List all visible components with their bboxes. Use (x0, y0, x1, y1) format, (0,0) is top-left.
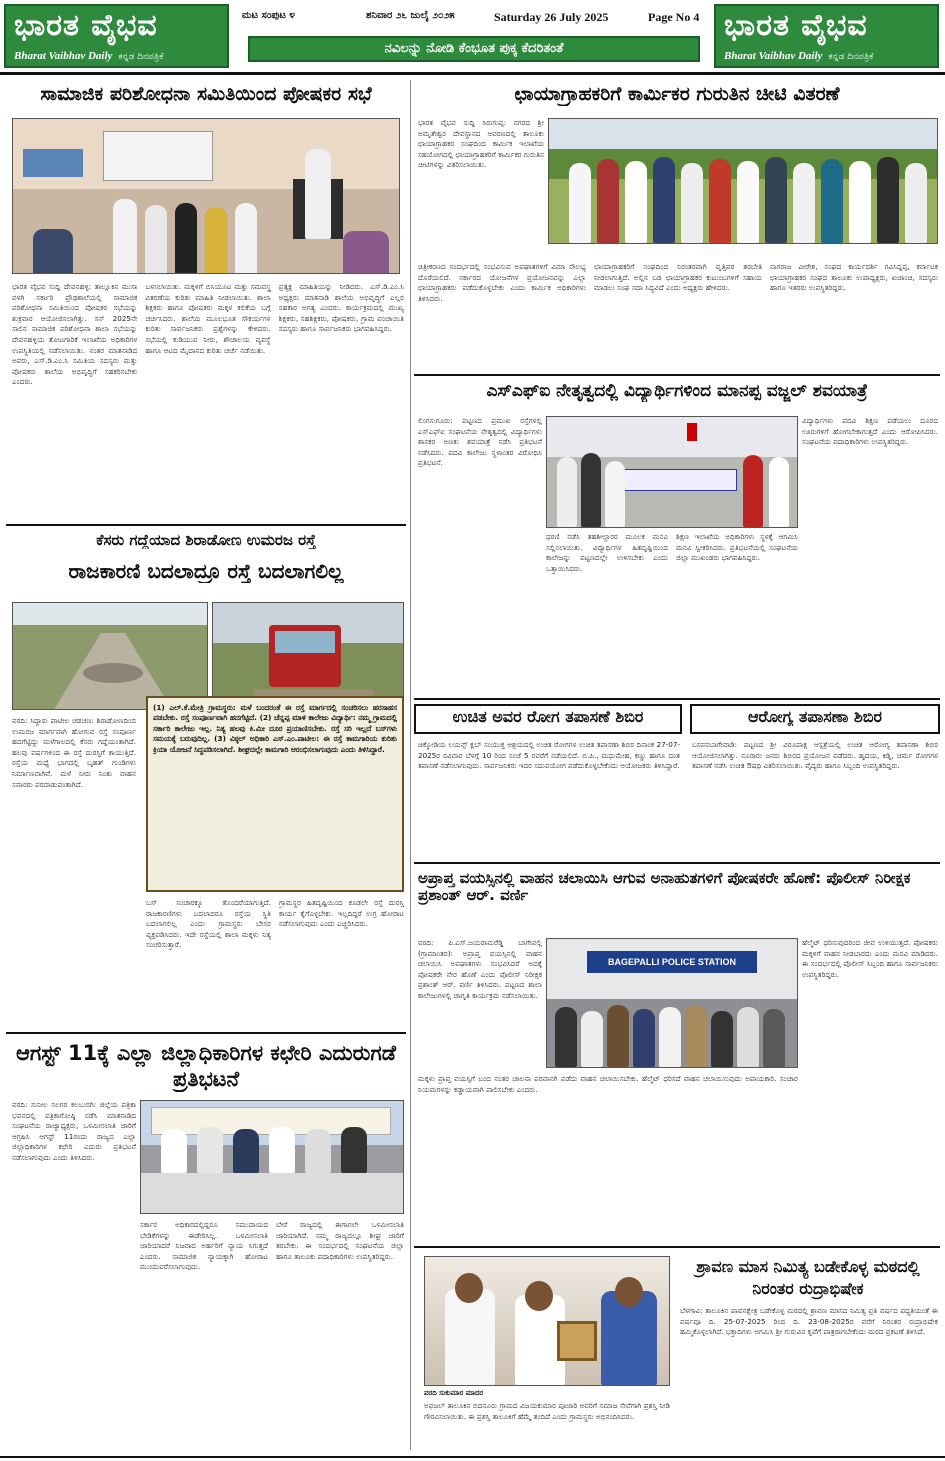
body-column: ಬೆಳಗಾವಿ: ತಾಲೂಕಿನ ಪಾವನಕ್ಷೇತ್ರ ಬಡೇಕೊಳ್ಳ ಮಠದಲ್ಲಿ ಶ್ರಾವಣ ಮಾಸದ ನಿಮಿತ್ಯ ಪ್ರತಿ ವರ್ಷದ ಪದ್ಧತಿಯಂತೆ ಈ ವರ್ಷವೂ ದಿ. 25-07-2025 ರಿಂದ ದಿ. 23-08-2025ರ ವರೆಗೆ ನಿರಂತರ ರುದ್ರಾಭಿಷೇಕ ಹಮ್ಮಿಕೊಳ್ಳಲಾಗಿದೆ. ಭಕ್ತಾದಿಗಳು ಆಗಮಿಸಿ ಶ್ರೀ ಗುರುವಿನ ಕೃಪೆಗೆ ಪಾತ್ರರಾಗಬೇಕೆಂದು ಮಠದ ಪ್ರಕಟಣೆ ತಿಳಿಸಿದೆ. (680, 1306, 938, 1337)
body-column: ಚಿಕ್ಕೋಡಿಯ ಲಯನ್ಸ್ ಕ್ಲಬ್ ಸಂಯುಕ್ತ ಆಶ್ರಯದಲ್ಲಿ ಉಚಿತ ರೋಗಗಳ ಉಚಿತ ತಪಾಸಣಾ ಶಿಬಿರ ದಿನಾಂಕ 27-07-2025ರ ರವಿವಾರ ಬೆಳಗ್ಗೆ 10 ರಿಂದ ಸಂಜೆ 5 ರವರೆಗೆ ನಡೆಯಲಿದೆ. ಬಿ.ಪಿ., ಮಧುಮೇಹ, ಕಣ್ಣು ಹಾಗೂ ದಂತ ತಪಾಸಣೆ ನಡೆಸಲಾಗುವುದು. ಸಾರ್ವಜನಿಕರು ಇದರ ಸದುಪಯೋಗ ಪಡೆದುಕೊಳ್ಳಬೇಕೆಂದು ಆಯೋಜಕರು ತಿಳಿಸಿದ್ದಾರೆ. (418, 740, 680, 771)
bus-photo (212, 602, 404, 710)
issue-number: ಮಟ ಸಂಪುಟ ೪ (242, 10, 296, 21)
date: Saturday 26 July 2025 (494, 10, 609, 24)
footer-rule (0, 1456, 945, 1458)
masthead (0, 0, 945, 72)
protest-photo (546, 416, 798, 528)
article-body-continued (146, 898, 404, 1028)
section-rule (414, 698, 940, 700)
headline: ಛಾಯಾಗ್ರಾಹಕರಿಗೆ ಕಾರ್ಮಿಕರ ಗುರುತಿನ ಚೀಟಿ ವಿತರಣೆ (514, 84, 840, 105)
kannada-date: ಶನಿವಾರ ೨೬ ಜುಲೈ ೨೦೨೫ (366, 10, 455, 21)
meeting-photo (12, 118, 400, 274)
body-column: ಹೆಲ್ಮೆಟ್ ಧರಿಸುವುದರಿಂದ ಜೀವ ಉಳಿಯುತ್ತದೆ. ಪೋಷಕರು ಮಕ್ಕಳಿಗೆ ವಾಹನ ನೀಡಬಾರದು ಎಂದು ಮನವಿ ಮಾಡಿದರು. ಈ ಸಂದರ್ಭದಲ್ಲಿ ಪೊಲೀಸ್ ಸಿಬ್ಬಂದಿ ಹಾಗೂ ಸಾರ್ವಜನಿಕರು ಉಪಸ್ಥಿತರಿದ್ದರು. (802, 938, 938, 979)
article-side (802, 938, 938, 1238)
headline: ಅಪ್ರಾಪ್ತ ವಯಸ್ಸಿನಲ್ಲಿ ವಾಹನ ಚಲಾಯಿಸಿ ಆಗುವ ಅನಾಹುತಗಳಿಗೆ ಪೋಷಕರೇ ಹೊಣೆ: ಪೊಲೀಸ್ ನಿರೀಕ್ಷಕ ಪ್ರಶಾಂತ್ ಆರ್. ವರ್ಣಿ (418, 870, 911, 905)
article-intro (418, 416, 542, 694)
muddy-road-photo (12, 602, 208, 710)
logo-title: ಭಾರತ ವೈಭವ (14, 8, 158, 43)
logo-title: ಭಾರತ ವೈಭವ (724, 8, 868, 43)
body-column: ವರದಿ: ಸಿದ್ದಾರು ಪಾಟೀಲ ಚಡಚಣ: ಶಿರಾಡೋಣದಿಂದ ಉಮರಜ ಮಾರ್ಗವಾಗಿ ಹೋಗುವ ರಸ್ತೆ ಸಂಪೂರ್ಣ ಹದಗೆಟ್ಟಿದ್ದು ಮಳೆಗಾಲದಲ್ಲಿ ಕೆಸರು ಗದ್ದೆಯಂತಾಗಿದೆ. ಹಲವು ವರ್ಷಗಳಿಂದ ಈ ರಸ್ತೆ ದುರಸ್ತಿಗೆ ಕಾಯುತ್ತಿದೆ. ರಸ್ತೆಯ ಮಧ್ಯೆ ಭಾಗದಲ್ಲಿ ಬೃಹತ್ ಗುಂಡಿಗಳು ನಿರ್ಮಾಣವಾಗಿವೆ. ಮಳೆ ನೀರು ನಿಂತು ವಾಹನ ಸವಾರರು ಪರದಾಡುವಂತಾಗಿದೆ. (12, 716, 136, 789)
logo-english: Bharat Vaibhav Daily (14, 50, 113, 62)
body-column: ಲಿಂಗಸುಗೂರು: ಪಟ್ಟಣದ ಪ್ರಮುಖ ರಸ್ತೆಗಳಲ್ಲಿ ಎಸ್‌ಎಫ್‌ಐ ಸಂಘಟನೆಯ ನೇತೃತ್ವದಲ್ಲಿ ವಿದ್ಯಾರ್ಥಿಗಳು ಶಾಸಕರ ಅಣಕು ಶವಯಾತ್ರೆ ನಡೆಸಿ ಪ್ರತಿಭಟನೆ ನಡೆಸಿದರು. ಪದವಿ ಕಾಲೇಜು ಸ್ಥಳಾಂತರ ವಿರೋಧಿಸಿ ಪ್ರತಿಭಟನೆ. (418, 416, 542, 468)
section-rule (6, 524, 406, 526)
section-rule (414, 374, 940, 376)
logo-subtitle: ಕನ್ನಡ ದಿನಪತ್ರಿಕೆ (118, 52, 164, 62)
body-column: ಅಫಜಲ್ ತಾಲೂಕಿನ ಬಿದನೂರು ಗ್ರಾಮದ ವಿಜಯಕುಮಾರ ಪೂಜಾರಿ ಅವರಿಗೆ ಸಮಾಜ ಸೇವೆಗಾಗಿ ಪ್ರಶಸ್ತಿ ನೀಡಿ ಗೌರವಿಸಲಾಯಿತು. ಈ ಪ್ರಶಸ್ತಿ ತಾಲೂಕಿಗೆ ಹೆಮ್ಮೆ ತಂದಿದೆ ಎಂದು ಗ್ರಾಮಸ್ಥರು ಅಭಿನಂದಿಸಿದರು. (424, 1401, 670, 1421)
body-column: ಭಾರತ ವೈಭವ ಸುದ್ದಿ ದೇವನಹಳ್ಳಿ: ತಾಲ್ಲೂಕಿನ ಮುಸಾ ವಳಗಿ ಸರ್ಕಾರಿ ಪ್ರೌಢಶಾಲೆಯಲ್ಲಿ ಸಾಮಾಜಿಕ ಪರಿಶೋಧನಾ ಸಮಿತಿಯಿಂದ ಪೋಷಕರ ಸಭೆಯನ್ನು ಶುಕ್ರವಾರ ಆಯೋಜಿಸಲಾಗಿತ್ತು. ಸನ್ 2025ನೇ ಸಾಲಿನ ಸಾಮಾಜಿಕ ಪರಿಶೋಧನಾ ಶಾಲಾ ಸಭೆಯನ್ನು ದೇವನಹಳ್ಳಿಯ ತೋಟಗಾರಿಕೆ ಇಲಾಖೆಯ ಅಧಿಕಾರಿಗಳ ಉಪಸ್ಥಿತಿಯಲ್ಲಿ ನಡೆಸಲಾಯಿತು. ನಂತರ ಮಾತನಾಡಿದ ಅವರು, ಎಸ್.ಡಿ.ಎಂ.ಸಿ ಸಮಿತಿಯ ಸದಸ್ಯರು ಮತ್ತು ಪೋಷಕರು ಶಾಲೆಯ ಅಭಿವೃದ್ಧಿಗೆ ಸಹಕರಿಸಬೇಕು ಎಂದರು. (12, 282, 138, 387)
article-body (12, 282, 404, 518)
headline: ಸಾಮಾಜಿಕ ಪರಿಶೋಧನಾ ಸಮಿತಿಯಿಂದ ಪೋಷಕರ ಸಭೆ (40, 84, 372, 105)
section-rule (414, 1246, 940, 1248)
body-column: ವರದಿ: ಪಿ.ಎಸ್.ಜಯರಾಮರೆಡ್ಡಿ ಬಾಗೇಪಲ್ಲಿ (ಗ್ರಾಮಾಂತರ): ಅಪ್ರಾಪ್ತ ವಯಸ್ಸಿನಲ್ಲಿ ವಾಹನ ಚಲಾಯಿಸಿ ಅಪಘಾತಗಳು ಸಂಭವಿಸಿದರೆ ಅದಕ್ಕೆ ಪೋಷಕರೇ ನೇರ ಹೊಣೆ ಎಂದು ಪೊಲೀಸ್ ನಿರೀಕ್ಷಕ ಪ್ರಶಾಂತ್ ಆರ್. ವರ್ಣಿ ತಿಳಿಸಿದರು. ಪಟ್ಟಣದ ಶಾಲಾ ಕಾಲೇಜುಗಳಲ್ಲಿ ಜಾಗೃತಿ ಕಾರ್ಯಕ್ರಮ ನಡೆಸಲಾಯಿತು. (418, 938, 542, 1000)
article-intro (418, 938, 542, 1072)
headline: ಎಸ್‌ಎಫ್‌ಐ ನೇತೃತ್ವದಲ್ಲಿ ವಿದ್ಯಾರ್ಥಿಗಳಿಂದ ಮಾನಪ್ಪ ವಜ್ಜಲ್ ಶವಯಾತ್ರೆ (486, 382, 868, 401)
body-column: ವಿದ್ಯಾರ್ಥಿಗಳು ಪದವಿ ಶಿಕ್ಷಣ ಪಡೆಯಲು ದೂರದ ಊರುಗಳಿಗೆ ಹೋಗಬೇಕಾಗುತ್ತದೆ ಎಂದು ಆರೋಪಿಸಿದರು. ಸಂಘಟನೆಯ ಪದಾಧಿಕಾರಿಗಳು ಉಪಸ್ಥಿತರಿದ್ದರು. (802, 416, 938, 447)
body-column: ಬೇರೆ ರಾಜ್ಯದಲ್ಲಿ ಈಗಾಗಲೇ ಒಳಮೀಸಲಾತಿ ಜಾರಿಯಾಗಿದೆ. ನಮ್ಮ ರಾಜ್ಯದಲ್ಲೂ ಶೀಘ್ರ ಜಾರಿಗೆ ತರಬೇಕು. ಈ ಸಂದರ್ಭದಲ್ಲಿ ಸಂಘಟನೆಯ ಜಿಲ್ಲಾ ಹಾಗೂ ತಾಲೂಕು ಪದಾಧಿಕಾರಿಗಳು ಉಪಸ್ಥಿತರಿದ್ದರು. (276, 1220, 404, 1261)
logo-subtitle: ಕನ್ನಡ ದಿನಪತ್ರಿಕೆ (828, 52, 874, 62)
article-body (418, 262, 938, 370)
headline: ರಾಜಕಾರಣಿ ಬದಲಾದ್ರೂ ರಸ್ತೆ ಬದಲಾಗಲಿಲ್ಲ (68, 560, 344, 583)
tagline: ನವಿಲನ್ನು ನೋಡಿ ಕೆಂಭೂತ ಪುಕ್ಕ ಕೆದರಿತಂತೆ (248, 36, 700, 62)
article-body (424, 1401, 670, 1451)
body-column: ಛಾಯಾಗ್ರಾಹಕರಿಗೆ ಸಂಘದಿಂದ ನಿರಂತರವಾಗಿ ವೃತ್ತಿಪರ ತರಬೇತಿ ನೀಡಲಾಗುತ್ತಿದೆ. ಅಲ್ಲಿನ ಬಡ ಛಾಯಾಗ್ರಾಹಕರ ಕುಟುಂಬಗಳಿಗೆ ಸಹಾಯ ಮಾಡಲು ಸಂಘ ಸದಾ ಸಿದ್ಧವಿದೆ ಎಂದು ಅಧ್ಯಕ್ಷರು ಹೇಳಿದರು. (594, 262, 762, 293)
quote-box (146, 696, 404, 892)
body-column: ಪ್ರತ್ಯಕ್ಷ ಮಾಹಿತಿಯನ್ನು ನೀಡಿದರು. ಎಸ್.ಡಿ.ಎಂ.ಸಿ ಅಧ್ಯಕ್ಷರು ಮಾತನಾಡಿ ಶಾಲೆಯ ಅಭಿವೃದ್ಧಿಗೆ ಎಲ್ಲರ ಸಹಕಾರ ಅಗತ್ಯ ಎಂದರು. ಕಾರ್ಯಕ್ರಮದಲ್ಲಿ ಮುಖ್ಯ ಶಿಕ್ಷಕರು, ಸಹಶಿಕ್ಷಕರು, ಪೋಷಕರು, ಗ್ರಾಮ ಪಂಚಾಯಿತಿ ಸದಸ್ಯರು ಹಾಗೂ ಸಾರ್ವಜನಿಕರು ಭಾಗವಹಿಸಿದ್ದರು. (278, 282, 404, 334)
body-column: ಬಸ್ ಸಂಚಾರಕ್ಕೂ ತೊಂದರೆಯಾಗುತ್ತಿದೆ. ರಾಜಕಾರಣಿಗಳು ಬದಲಾದರೂ ರಸ್ತೆಯ ಸ್ಥಿತಿ ಬದಲಾಗಲಿಲ್ಲ ಎಂದು ಗ್ರಾಮಸ್ಥರು ಬೇಸರ ವ್ಯಕ್ತಪಡಿಸಿದರು. ಇದೇ ರಸ್ತೆಯಲ್ಲಿ ಶಾಲಾ ಮಕ್ಕಳು ನಿತ್ಯ ಸಂಚರಿಸುತ್ತಾರೆ. (146, 898, 271, 950)
article-side (802, 416, 938, 694)
article-body (418, 1074, 798, 1242)
kicker: ಕೆಸರು ಗದ್ದೆಯಾದ ಶಿರಾಡೋಣ ಉಮರಜ ರಸ್ತೆ (96, 532, 316, 549)
body-column: ಚಿತ್ರೀಕರಣದ ಸಂದರ್ಭದಲ್ಲಿ ಸಂಭವಿಸುವ ಅಪಘಾತಗಳಿಗೆ ವಿಮಾ ಸೌಲಭ್ಯ ದೊರೆಯಲಿದೆ. ಸರ್ಕಾರದ ಯೋಜನೆಗಳ ಪ್ರಯೋಜನವನ್ನು ಎಲ್ಲಾ ಛಾಯಾಗ್ರಾಹಕರು ಪಡೆದುಕೊಳ್ಳಬೇಕು ಎಂದು ಕಾರ್ಮಿಕ ಅಧಿಕಾರಿಗಳು ತಿಳಿಸಿದರು. (418, 262, 586, 303)
body-column: ಬಸವನಬಾಗೇವಾಡಿ: ಪಟ್ಟಣದ ಶ್ರೀ ವಿರೂಪಾಕ್ಷ ಆಸ್ಪತ್ರೆಯಲ್ಲಿ ಉಚಿತ ಆರೋಗ್ಯ ತಪಾಸಣಾ ಶಿಬಿರ ಆಯೋಜಿಸಲಾಗಿತ್ತು. ನೂರಾರು ಜನರು ಶಿಬಿರದ ಪ್ರಯೋಜನ ಪಡೆದರು. ಹೃದಯ, ಕಿಡ್ನಿ, ಚರ್ಮ ರೋಗಗಳ ತಪಾಸಣೆ ನಡೆಸಿ ಉಚಿತ ಔಷಧಿ ವಿತರಿಸಲಾಯಿತು. ವೈದ್ಯರು ಹಾಗೂ ಸಿಬ್ಬಂದಿ ಉಪಸ್ಥಿತರಿದ್ದರು. (692, 740, 938, 771)
article-body (546, 532, 798, 694)
photo-caption: ವರದಿ ಸುಕುಮಾರ ಮಾದರ (424, 1389, 484, 1397)
dateline-strip (236, 4, 708, 28)
body-column: ಶಿಕ್ಷಣ ಇಲಾಖೆಯ ಅಧಿಕಾರಿಗಳು ಸ್ಥಳಕ್ಕೆ ಆಗಮಿಸಿ ಮನವಿ ಸ್ವೀಕರಿಸಿದರು. ಪ್ರತಿಭಟನೆಯಲ್ಲಿ ಸಂಘಟನೆಯ ಜಿಲ್ಲಾ ಮುಖಂಡರು ಭಾಗವಹಿಸಿದ್ದರು. (676, 532, 798, 563)
quote-text: (1) ಎಲ್.ಕೆ.ಮೇತ್ರಿ ಗ್ರಾಮಸ್ಥರು: ಮಳೆ ಬಂದರಂತೆ ಈ ರಸ್ತೆ ಮಾರ್ಗದಲ್ಲಿ ಸಂಚರಿಸಲು ಹರಸಾಹಸ ಪಡಬೇಕು. ರಸ್ತೆ ಸಂಪೂರ್ಣವಾಗಿ ಹದಗೆಟ್ಟಿದೆ. (2) ಚೆನ್ನಪ್ಪ ಮಾಳಿ ಕಾಲೇಜು ವಿದ್ಯಾರ್ಥಿ: ನಮ್ಮ ಗ್ರಾಮದಲ್ಲಿ ಸರ್ಕಾರಿ ಕಾಲೇಜು ಇಲ್ಲ. ನಿತ್ಯ ಹಲವು ಕಿ.ಮೀ ದೂರ ಪ್ರಯಾಣಿಸಬೇಕು. ರಸ್ತೆ ಸರಿ ಇಲ್ಲದೆ ಬಸ್‌ಗಳು ಸಮಯಕ್ಕೆ ಬರುವುದಿಲ್ಲ. (3) ವಿಠ್ಠಲ್ ಅಧಿಕಾರಿ ಎಸ್.ಎಂ.ಪಾಟೀಲ: ಈ ರಸ್ತೆ ಕಾಮಗಾರಿಯ ಕುರಿತು ಕ್ರಿಯಾ ಯೋಜನೆ ಸಿದ್ಧಪಡಿಸಲಾಗಿದೆ. ಶೀಘ್ರದಲ್ಲೇ ಕಾಮಗಾರಿ ಆರಂಭಿಸಲಾಗುವುದು ಎಂದು ತಿಳಿಸಿದ್ದಾರೆ. (153, 703, 397, 754)
group-photo (548, 118, 938, 244)
body-column: ಗ್ರಾಮಸ್ಥರ ಹಿತದೃಷ್ಟಿಯಿಂದ ಕೂಡಲೇ ರಸ್ತೆ ದುರಸ್ತಿ ಕಾರ್ಯ ಕೈಗೊಳ್ಳಬೇಕು. ಇಲ್ಲದಿದ್ದರೆ ಉಗ್ರ ಹೋರಾಟ ನಡೆಸಲಾಗುವುದು ಎಂದು ಎಚ್ಚರಿಸಿದರು. (279, 898, 404, 929)
police-station-photo (546, 938, 798, 1068)
article-body (418, 740, 680, 858)
headline: ಶ್ರಾವಣ ಮಾಸ ನಿಮಿತ್ಯ ಬಡೇಕೊಳ್ಳ ಮಠದಲ್ಲಿ ನಿರಂತರ ರುದ್ರಾಭಿಷೇಕ (696, 1257, 920, 1298)
article-intro (418, 118, 544, 258)
headline: ಆಗಸ್ಟ್ 11ಕ್ಕೆ ಎಲ್ಲಾ ಜಿಲ್ಲಾಧಿಕಾರಿಗಳ ಕಛೇರಿ ಎದುರುಗಡೆ ಪ್ರತಿಭಟನೆ (16, 1041, 396, 1091)
page-number: Page No 4 (648, 10, 700, 24)
headline: ಆರೋಗ್ಯ ತಪಾಸಣಾ ಶಿಬಿರ (747, 708, 882, 726)
body-column: ವರದಿ: ಸುನೀಲ ಸಲಗರ ಕಲಬುರಗಿ: ಜಿಲ್ಲೆಯ ಪತ್ರಿಕಾ ಭವನದಲ್ಲಿ ಪತ್ರಿಕಾಗೋಷ್ಠಿ ನಡೆಸಿ ಮಾತನಾಡಿದ ಸಂಘಟನೆಯ ರಾಜ್ಯಾಧ್ಯಕ್ಷರು, ಒಳಮೀಸಲಾತಿ ಜಾರಿಗೆ ಆಗ್ರಹಿಸಿ ಆಗಸ್ಟ್ 11ರಂದು ರಾಜ್ಯದ ಎಲ್ಲಾ ಜಿಲ್ಲಾಧಿಕಾರಿಗಳ ಕಛೇರಿ ಎದುರು ಪ್ರತಿಭಟನೆ ನಡೆಸಲಾಗುವುದು ಎಂದು ತಿಳಿಸಿದರು. (12, 1100, 136, 1162)
article-intro (12, 1100, 136, 1450)
press-meet-photo (140, 1100, 404, 1214)
headline: ಉಚಿತ ಅವರ ರೋಗ ತಪಾಸಣೆ ಶಿಬಿರ (452, 708, 644, 726)
police-station-sign: BAGEPALLI POLICE STATION (587, 951, 757, 973)
body-column: ಬಳಸಲಾಯಿತು. ಮಕ್ಕಳಿಗೆ ಬಿಸಿಯೂಟ ಮತ್ತು ಸಮವಸ್ತ್ರ ವಿತರಣೆಯ ಕುರಿತು ಮಾಹಿತಿ ನೀಡಲಾಯಿತು. ಶಾಲಾ ಶಿಕ್ಷಕರು ಹಾಗೂ ಪೋಷಕರು ಮಕ್ಕಳ ಕಲಿಕೆಯ ಬಗ್ಗೆ ಚರ್ಚಿಸಿದರು. ಶಾಲೆಯ ಮೂಲಭೂತ ಸೌಕರ್ಯಗಳ ಕುರಿತು ಸಾರ್ವಜನಿಕರು ಪ್ರಶ್ನೆಗಳನ್ನು ಕೇಳಿದರು. ಸಭೆಯಲ್ಲಿ ಕುಡಿಯುವ ನೀರು, ಶೌಚಾಲಯ ವ್ಯವಸ್ಥೆ ಹಾಗೂ ಆಟದ ಮೈದಾನದ ಕುರಿತು ಚರ್ಚೆ ನಡೆಯಿತು. (145, 282, 271, 355)
body-column: ನಾಗರಾಜ ವೀರೇಶ, ಸಂಘದ ಕಾರ್ಯದರ್ಶಿ ಗವಿಸಿದ್ದಪ್ಪ, ಕರ್ನಾಟಕ ಛಾಯಾಗ್ರಾಹಕರ ಸಂಘದ ತಾಲೂಕು ಉಪಾಧ್ಯಕ್ಷರು, ಖಜಾಂಚಿ, ಸದಸ್ಯರು ಹಾಗೂ ಇತರರು ಉಪಸ್ಥಿತರಿದ್ದರು. (770, 262, 938, 293)
body-column: ಸರ್ಕಾರ ಅಧಿಕಾರದಲ್ಲಿದ್ದರೂ ಸಮುದಾಯದ ಬೇಡಿಕೆಗಳನ್ನು ಈಡೇರಿಸಿಲ್ಲ. ಒಳಮೀಸಲಾತಿ ಜಾರಿಯಾದರೆ ನಿಜವಾದ ಅರ್ಹರಿಗೆ ನ್ಯಾಯ ಸಿಗುತ್ತದೆ ಎಂದರು. ಸಾಮಾಜಿಕ ನ್ಯಾಯಕ್ಕಾಗಿ ಹೋರಾಟ ಮುಂದುವರೆಸಲಾಗುವುದು. (140, 1220, 268, 1272)
masthead-rule (0, 72, 945, 75)
section-rule (414, 862, 940, 864)
article-body (140, 1220, 404, 1450)
masthead-logo-right (714, 4, 939, 68)
column-divider (410, 80, 411, 1450)
body-column: ಭಾರತ ವೈಭವ ಸುದ್ದಿ ಸಿರುಗುಪ್ಪ: ನಗರದ ಶ್ರೀ ಅಮೃತೇಶ್ವರ ದೇವಸ್ಥಾನದ ಆವರಣದಲ್ಲಿ ತಾಲೂಕು ಛಾಯಾಗ್ರಾಹಕರ ಸಂಘದಿಂದ ಕಾರ್ಮಿಕ ಇಲಾಖೆಯ ಸಹಯೋಗದಲ್ಲಿ ಛಾಯಾಗ್ರಾಹಕರಿಗೆ ಕಾರ್ಮಿಕರ ಗುರುತಿನ ಚೀಟಿಗಳನ್ನು ವಿತರಿಸಲಾಯಿತು. (418, 118, 544, 170)
award-photo (424, 1256, 670, 1386)
logo-english: Bharat Vaibhav Daily (724, 50, 823, 62)
section-rule (6, 1032, 406, 1034)
article-body (680, 1306, 938, 1450)
body-column: ಧರಣಿ ನಡೆಸಿ ತಹಶೀಲ್ದಾರರ ಮೂಲಕ ಮನವಿ ಸಲ್ಲಿಸಲಾಯಿತು. ವಿದ್ಯಾರ್ಥಿಗಳ ಹಿತದೃಷ್ಟಿಯಿಂದ ಕಾಲೇಜನ್ನು ಪಟ್ಟಣದಲ್ಲೇ ಉಳಿಸಬೇಕು ಎಂದು ಒತ್ತಾಯಿಸಿದರು. (546, 532, 668, 573)
masthead-logo-left (4, 4, 229, 68)
article-body (692, 740, 938, 858)
body-column: ಮಕ್ಕಳು ಪ್ರಾಪ್ತ ವಯಸ್ಸಿಗೆ ಬಂದ ನಂತರ ಚಾಲನಾ ಪರವಾನಗಿ ಪಡೆದು ವಾಹನ ಚಲಾಯಿಸಬೇಕು. ಹೆಲ್ಮೆಟ್ ಧರಿಸದೆ ವಾಹನ ಚಲಾಯಿಸುವುದು ಅಪಾಯಕಾರಿ. ಸಂಚಾರ ನಿಯಮಗಳನ್ನು ಕಡ್ಡಾಯವಾಗಿ ಪಾಲಿಸಬೇಕು ಎಂದರು. (418, 1074, 798, 1094)
